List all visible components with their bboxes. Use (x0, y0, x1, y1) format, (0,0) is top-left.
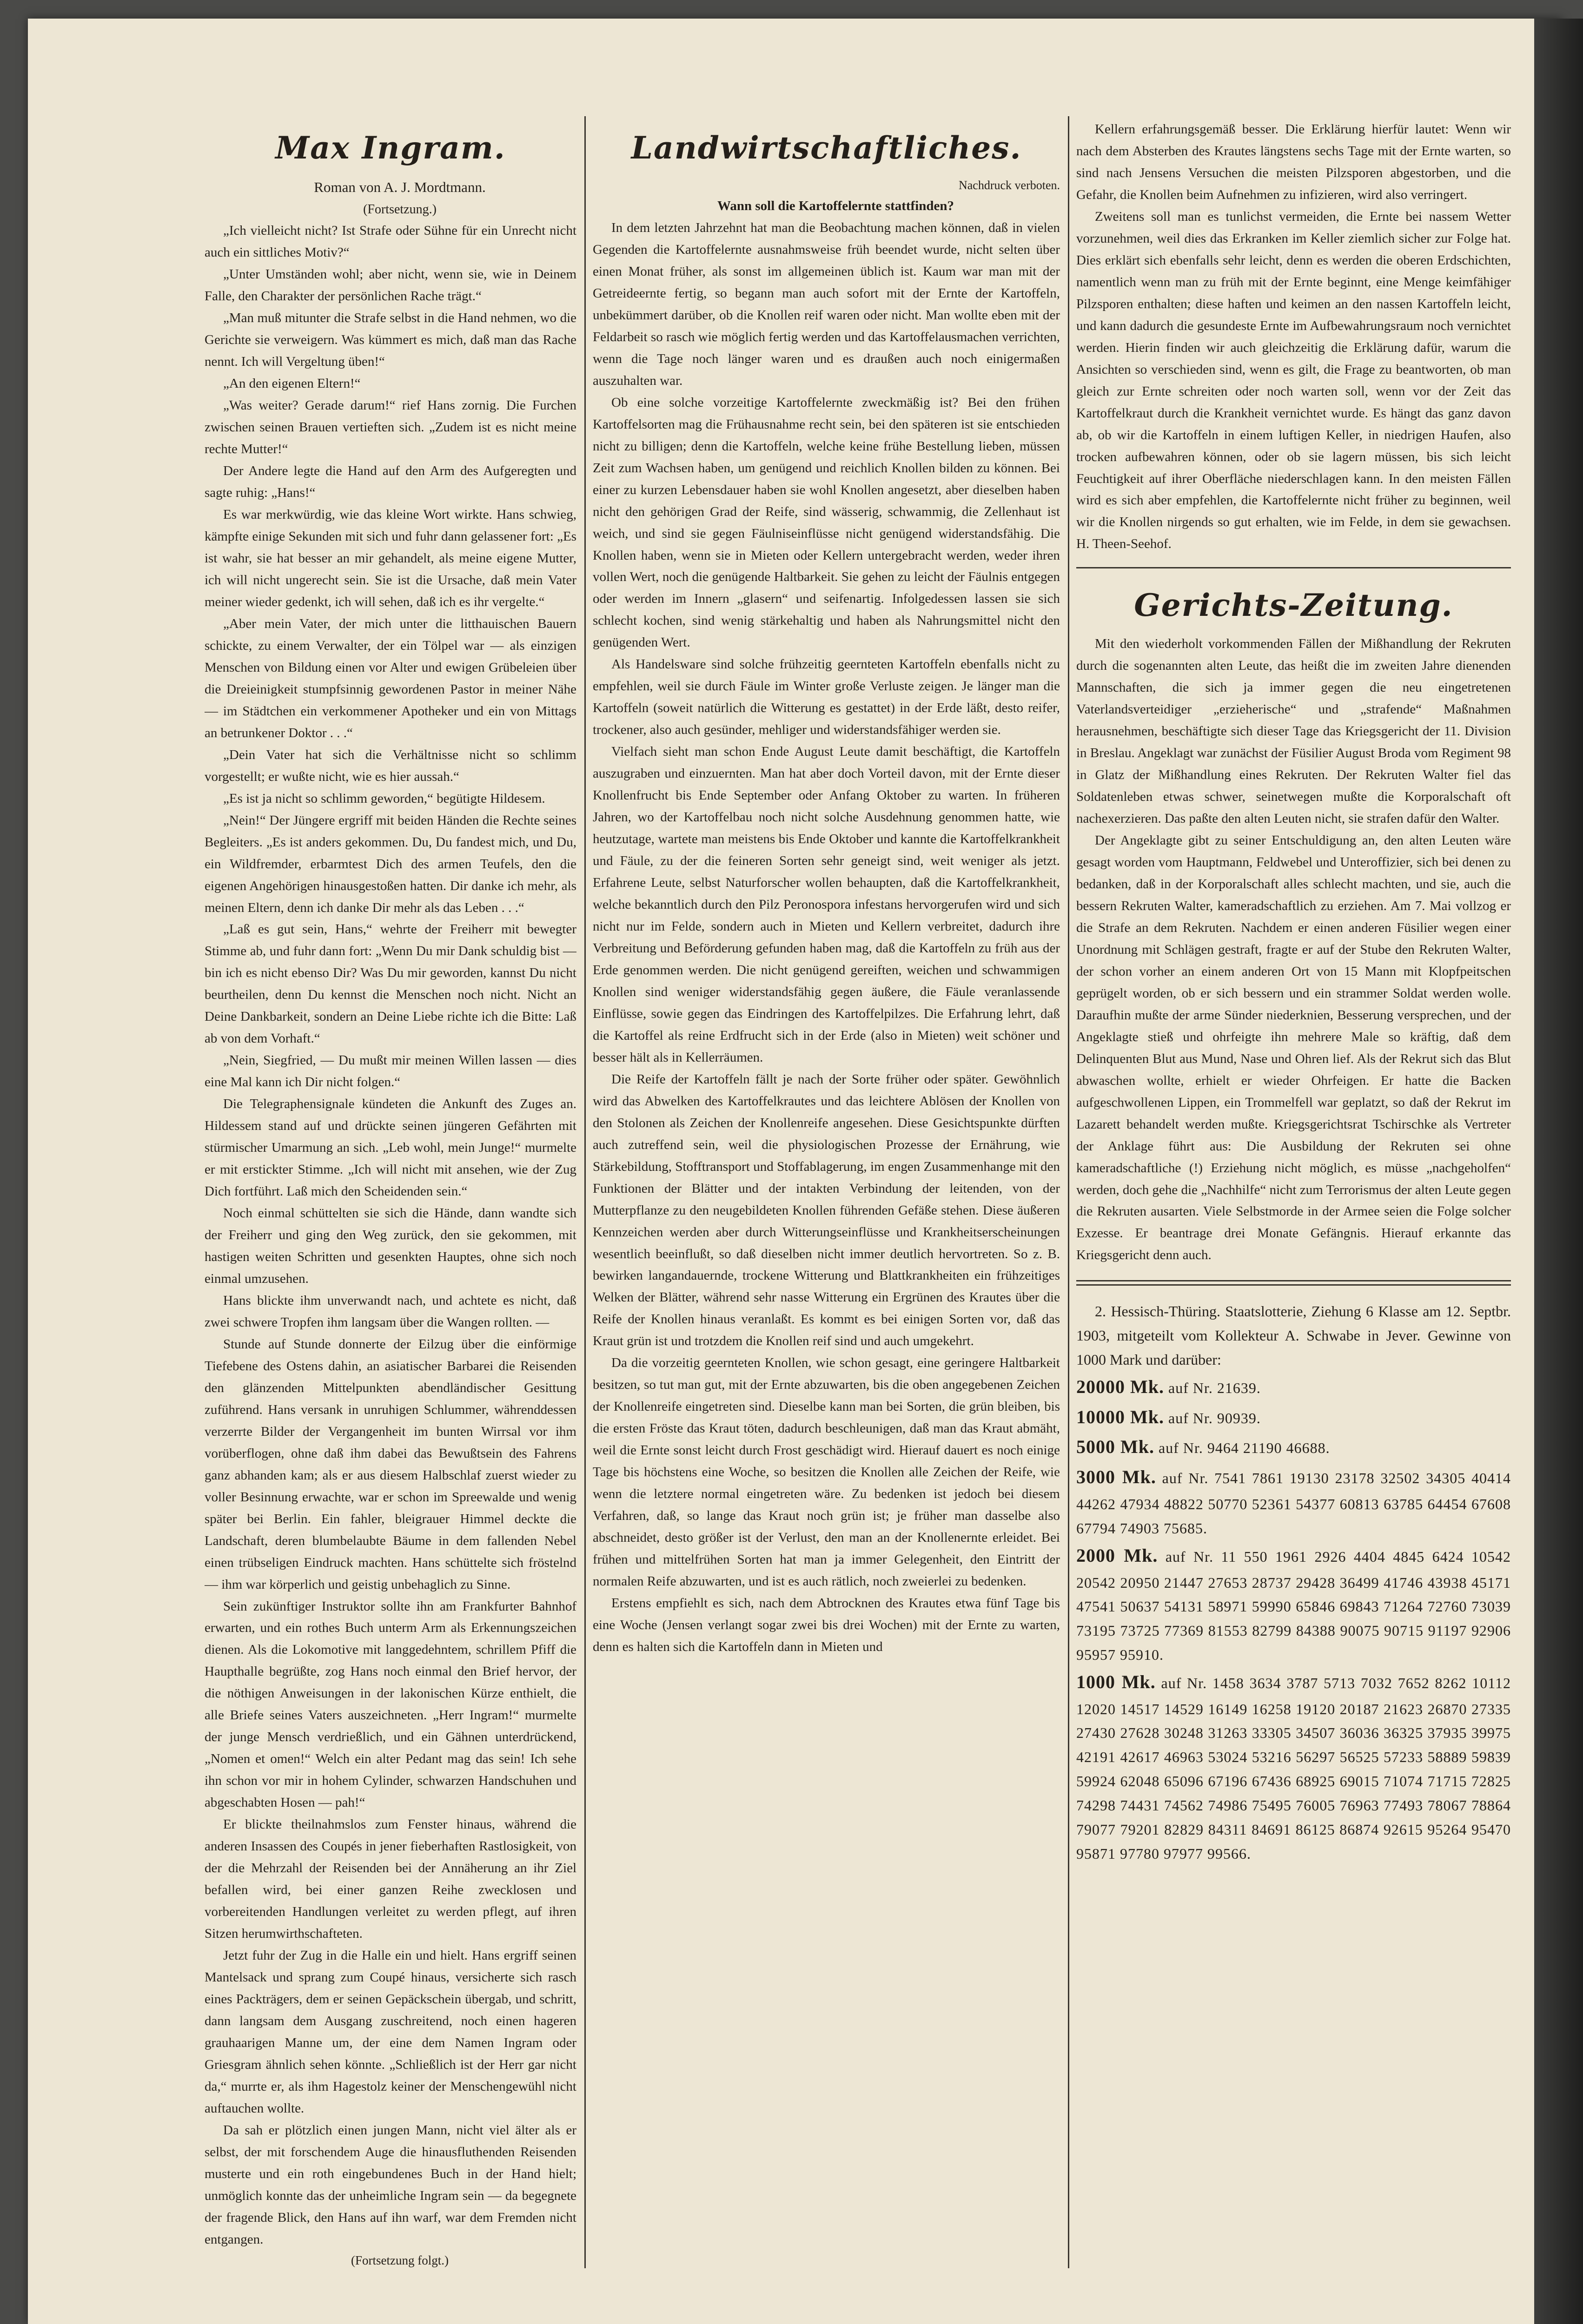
paragraph: Ob eine solche vorzeitige Kartoffelernte zweckmäßig ist? Bei den frühen Kartoffelsorten mag die Frühausnahme recht sein, bei den späteren ist sie entschieden nicht zu billigen; denn die Kartoffeln, welche keine frühe Bestellung lieben, müssen Zeit zum Wachsen haben, um genügend und reichlich Knollen bilden zu können. Bei einer zu kurzen Lebensdauer haben sie wohl Knollen angesetzt, aber dieselben haben nicht den gehörigen Grad der Reife, sind wässerig, schwammig, die Zellenhaut ist weich, und sind sie gegen Fäulniseinflüsse nicht genügend widerstandsfähig. Die Knollen haben, wenn sie in Mieten oder Kellern untergebracht werden, weder ihren vollen Wert, noch die genügende Haltbarkeit. Sie gehen zu leicht der Fäulnis entgegen oder werden im Innern „glasern“ und seifenartig. Infolgedessen lassen sie sich schlecht kochen, sind wenig stärkehaltig und haben als Nahrungsmittel nicht den genügenden Wert. (593, 395, 1060, 650)
paragraph: Die Reife der Kartoffeln fällt je nach der Sorte früher oder später. Gewöhnlich wird das Abwelken des Kartoffelkrautes und das leichtere Ablösen der Knollen von den Stolonen als Zeichen der Knollenreife angesehen. Diese Gesichtspunkte dürften auch zutreffend sein, weil die physiologischen Prozesse der Ernährung, wie Stärkebildung, Stofftransport und Stoffablagerung, im engen Zusammenhange mit den Funktionen der Blätter und der intakten Verbindung der leitenden, von der Mutterpflanze zu den neugebildeten Knollen führenden Gefäße stehen. Diese äußeren Kennzeichen werden aber durch Witterungseinflüsse und Krankheitserscheinungen wesentlich beeinflußt, so daß dieselben nicht immer deutlich hervortreten. So z. B. bewirken langandauernde, trockene Witterung und Blattkrankheiten ein frühzeitiges Welken der Blätter, während sehr nasse Witterung ein Ergrünen des Krautes über die Reife der Knollen hinaus veranlaßt. Es kommt es bei einigen Sorten vor, daß das Kraut grün ist und trotzdem die Knollen reif sind und auch umgekehrt. (593, 1071, 1060, 1349)
winning-numbers: auf Nr. 9464 21190 46688. (1159, 1439, 1330, 1457)
lottery-row (1076, 1541, 1511, 1667)
prize-amount: 3000 Mk. (1076, 1466, 1156, 1488)
paragraph: Sein zukünftiger Instruktor sollte ihn am Frankfurter Bahnhof erwarten, und ein rothes Buch unterm Arm als Erkennungszeichen dienen. Als die Lokomotive mit langgedehntem, schrillem Pfiff die Haupthalle begrüßte, zog Hans noch einmal den Brief hervor, der die nöthigen Anweisungen in der lakonischen Kürze enthielt, die alle Briefe seines Vaters auszeichneten. „Herr Ingram!“ murmelte der junge Mensch verdrießlich, und ein Gähnen unterdrückend, „Nomen et omen!“ Welch ein alter Pedant mag das sein! Ich sehe ihn schon vor mir in hohem Cylinder, schwarzen Handschuhen und abgeschabten Hosen — pah!“ (205, 1598, 576, 1810)
paragraph: „Nein, Siegfried, — Du mußt mir meinen Willen lassen — dies eine Mal kann ich Dir nicht folgen.“ (205, 1053, 576, 1090)
paragraph: Da die vorzeitig geernteten Knollen, wie schon gesagt, eine geringere Haltbarkeit besitzen, so tut man gut, mit der Ernte abzuwarten, bis die oben angegebenen Zeichen der Knollenreife eingetreten sind. Dieselbe kann man bei Sorten, die grün bleiben, bis die ersten Fröste das Kraut töten, dadurch beschleunigen, daß man das Kraut abmäht, weil die Ernte sonst leicht durch Frost geschädigt wird. Hierauf dauert es noch einige Tage bis höchstens eine Woche, so besitzen die Knollen alle Zeichen der Reife, wie wenn die letztere normal eingetreten wäre. Zu bedenken ist jedoch bei diesem Verfahren, daß, so lange das Kraut noch grün ist; je früher man dasselbe also abschneidet, desto größer ist der Verlust, den man an der Knollenernte erleidet. Bei frühen und mittelfrühen Sorten hat man ja immer Gelegenheit, den Eintritt der normalen Reife abzuwarten, und ist es auch rätlich, noch zweierlei zu bedenken. (593, 1355, 1060, 1589)
paragraph: „Es ist ja nicht so schlimm geworden,“ begütigte Hildesem. (223, 791, 545, 806)
paragraph: Es war merkwürdig, wie das kleine Wort wirkte. Hans schwieg, kämpfte einige Sekunden mit sich und fuhr dann gelassener fort: „Es ist wahr, sie hat besser an mir gehandelt, als meine eigene Mutter, ich will nicht ungerecht sein. Sie ist die Ursache, daß mein Vater meiner wieder gedenkt, ich will sehen, daß ich es ihr vergelte.“ (205, 507, 576, 609)
to-be-continued: (Fortsetzung folgt.) (351, 2253, 449, 2267)
column-rule-1 (584, 116, 586, 2268)
paragraph: Da sah er plötzlich einen jungen Mann, nicht viel älter als er selbst, der mit forschendem Auge die hinausfluthenden Reisenden musterte und ein roth eingebundenes Buch in der Hand hielt; unmöglich konnte das der unheimliche Ingram sein — da begegnete der fragende Blick, den Hans auf ihn warf, war dem Fremden nicht entgangen. (205, 2122, 576, 2247)
paragraph: Jetzt fuhr der Zug in die Halle ein und hielt. Hans ergriff seinen Mantelsack und sprang zum Coupé hinaus, versicherte sich rasch eines Packträgers, dem er seinen Gepäckschein übergab, und schritt, dann langsam dem Ausgang zuschreitend, noch einen hageren grauhaarigen Manne um, der eine dem Namen Ingram oder Griesgram ähnlich sehen könnte. „Schließlich ist der Herr gar nicht da,“ murrte er, als ihm Hagestolz keiner der Menschengewühl nicht auftauchen wollte. (205, 1948, 576, 2116)
winning-numbers: auf Nr. 1458 3634 3787 5713 7032 7652 8262 10112 12020 14517 14529 16149 16258 19120 20187 21623 26870 27335 27430 27628 30248 31263 33305 34507 36036 36325 37935 39975 42191 42617 46963 53024 53216 56297 56525 57233 58889 59839 59924 62048 65096 67196 67436 68925 69015 71074 71715 72825 74298 74431 74562 74986 75495 76005 76963 77493 78067 78864 79077 79201 82829 84311 84691 86125 86874 92615 95264 95470 95871 97780 97977 99566. (1076, 1674, 1511, 1862)
paragraph: Mit den wiederholt vorkommenden Fällen der Mißhandlung der Rekruten durch die sogenannten alten Leute, das heißt die im zweiten Jahre dienenden Mannschaften, die sich ja immer gegen die neu eingetretenen Vaterlandsverteidiger „erzieherische“ und „strafende“ Maßnahmen herausnehmen, beschäftigte sich dieser Tage das Kriegsgericht der 11. Division in Breslau. Angeklagt war zunächst der Füsilier August Broda vom Regiment 98 in Glatz der Mißhandlung eines Rekruten. Der Rekruten Walter fiel das Soldatenleben etwas schwer, seinetwegen mußte die Korporalschaft oft nachexerzieren. Das paßte den alten Leuten nicht, sie strafen dafür den Walter. (1076, 636, 1511, 826)
agriculture-continued (1076, 119, 1511, 555)
paragraph: Noch einmal schüttelten sie sich die Hände, dann wandte sich der Freiherr und ging den Weg zurück, den sie gekommen, mit hastigen weiten Schritten und gesenkten Hauptes, ohne sich noch einmal umzusehen. (205, 1206, 576, 1286)
paragraph: Zweitens soll man es tunlichst vermeiden, die Ernte bei nassem Wetter vorzunehmen, weil dies das Erkranken im Keller ziemlich sicher zur Folge hat. Dies erklärt sich ebenfalls sehr leicht, denn es werden die oberen Erdschichten, namentlich wenn man zu früh mit der Ernte beginnt, eine Menge keimfähiger Pilzsporen enthalten; diese haften und keimen an den nassen Kartoffeln leicht, und kann dadurch die gesundeste Ernte im Aufbewahrungsraum noch vernichtet werden. Hierin finden wir auch gleichzeitig die Erklärung dafür, warum die Ansichten so verschieden sind, wenn es gilt, die Frage zu beantworten, ob man gleich zur Ernte schreiten oder noch warten soll, wenn vor der Zeit das Kartoffelkraut durch die Krankheit vernichtet wurde. Es hängt das ganz davon ab, ob wir die Kartoffeln in einem luftigen Keller, in niedrigen Haufen, also trocken aufbewahren können, oder ob sie lagern müssen, bis sich leicht Feuchtigkeit auf ihrer Oberfläche niederschlagen kann. In den meisten Fällen wird es sich aber empfehlen, die Kartoffelernte nicht früher zu beginnen, weil wir die Knollen nirgends so gut erhalten, wie im Felde, in dem sie gewachsen. H. Theen-Seehof. (1076, 209, 1511, 552)
paragraph: Erstens empfiehlt es sich, nach dem Abtrocknen des Krautes etwa fünf Tage bis eine Woche (Jensen verlangt sogar zwei bis drei Wochen) mit der Ernte zu warten, denn es halten sich die Kartoffeln dann in Mieten und (593, 1596, 1060, 1654)
court-lottery-column (1076, 119, 1511, 2268)
paragraph: Der Angeklagte gibt zu seiner Entschuldigung an, den alten Leuten wäre gesagt worden vom Hauptmann, Feldwebel und Unteroffizier, sich bei denen zu bedanken, daß in der Korporalschaft alles schlecht machten, und sie, auch die bessern Rekruten Walter, kameradschaftlich zu erziehen. Am 7. Mai vollzog er die Strafe an dem Rekruten. Nachdem er einen anderen Füsilier wegen einer Unordnung mit Schlägen gestraft, fragte er auf der Stube den Rekruten Walter, der schon vorher an einem anderen Ort von 15 Mann mit Klopfpeitschen geprügelt worden, ob er sich bessern und ein strammer Soldat werden wolle. Daraufhin mußte der arme Sünder niederknien, Besserung versprechen, und der Angeklagte stieß und ohrfeigte ihn mehrere Male so kräftig, daß dem Delinquenten Blut aus Mund, Nase und Ohren lief. Als der Rekrut sich das Blut abwaschen wollte, erhielt er wieder Ohrfeigen. Er hatte die Backen aufgeschwollenen Lippen, ein Trommelfell war geplatzt, so daß der Rekrut im Lazarett behandelt werden mußte. Kriegsgerichtsrat Tschirschke als Vertreter der Anklage führt aus: Die Ausbildung der Rekruten sei ohne kameradschaftliche (!) Erziehung nicht möglich, es müsse „nachgeholfen“ werden, doch gehe die „Nachhilfe“ nicht zum Terrorismus der alten Leute gegen die Rekruten ausarten. Viele Selbstmorde in der Armee seien die Folge solcher Exzesse. Er beantrage drei Monate Gefängnis. Hierauf erkannte das Kriegsgericht denn auch. (1076, 833, 1511, 1263)
lottery-row (1076, 1667, 1511, 1866)
winning-numbers: auf Nr. 90939. (1168, 1409, 1261, 1426)
page-edge-shadow (1534, 19, 1583, 2324)
paragraph: „An den eigenen Eltern!“ (223, 376, 361, 391)
paragraph: Kellern erfahrungsgemäß besser. Die Erklärung hierfür lautet: Wenn wir nach dem Absterben des Krautes längstens sechs Tage mit der Ernte warten, so sind nach Jensens Versuchen die meisten Pilzsporen abgestorben, und die Gefahr, die Knollen beim Aufnehmen zu infizieren, wird also verringert. (1076, 122, 1511, 202)
article-question: Wann soll die Kartoffelernte stattfinden? (717, 198, 954, 214)
paragraph: „Was weiter? Gerade darum!“ rief Hans zornig. Die Furchen zwischen seinen Brauen vertieften sich. „Zudem ist es nicht meine rechte Mutter!“ (205, 398, 576, 457)
prize-amount: 2000 Mk. (1076, 1545, 1158, 1566)
paragraph: „Laß es gut sein, Hans,“ wehrte der Freiherr mit bewegter Stimme ab, und fuhr dann fort: „Wenn Du mir Dank schuldig bist — bin ich es nicht ebenso Dir? Was Du mir geworden, kannst Du nicht beurtheilen, denn Du kennst die Menschen noch nicht. Nicht an Deine Dankbarkeit, sondern an Deine Liebe richte ich die Bitte: Laß ab von dem Vorhaft.“ (205, 922, 576, 1046)
paragraph: Hans blickte ihm unverwandt nach, und achtete es nicht, daß zwei schwere Tropfen ihm langsam über die Wangen rollten. — (205, 1293, 576, 1330)
paragraph: „Unter Umständen wohl; aber nicht, wenn sie, wie in Deinem Falle, den Charakter der persönlichen Rache trägt.“ (205, 267, 576, 304)
court-report (1076, 633, 1511, 1266)
lottery-row (1076, 1402, 1511, 1433)
prize-amount: 1000 Mk. (1076, 1671, 1156, 1692)
prize-amount: 5000 Mk. (1076, 1436, 1154, 1458)
paragraph: Stunde auf Stunde donnerte der Eilzug über die einförmige Tiefebene des Ostens dahin, an asiatischer Barbarei die Reisenden den glänzenden Mittelpunkten abendländischer Gesittung zuführend. Hans versank in unruhigen Schlummer, währenddessen verzerrte Bilder der Vergangenheit im bunten Wirrsal vor ihm vorüberflogen, ohne daß ihm dabei das Bewußtsein des Fahrens ganz abhanden kam; als er aus diesem Halbschlaf zuerst wieder zu voller Besinnung erwachte, war er schon im Spreewalde und wenig später bei Berlin. Ein fahler, bleigrauer Himmel deckte die Landschaft, deren blumbelaubte Bäume in dem fallenden Nebel einen trübseligen Eindruck machten. Hans schüttelte sich fröstelnd — ihm war körperlich und geistig unbehaglich zu Sinne. (205, 1336, 576, 1592)
continuation-note: (Fortsetzung.) (363, 202, 437, 217)
prize-amount: 10000 Mk. (1076, 1406, 1164, 1427)
lottery-row (1076, 1372, 1511, 1402)
agriculture-title: Landwirtschaftliches. (631, 130, 1022, 166)
prize-amount: 20000 Mk. (1076, 1376, 1164, 1397)
lottery-results (1076, 1372, 1511, 1866)
lottery-row (1076, 1462, 1511, 1540)
lottery-intro: 2. Hessisch-Thüring. Staatslotterie, Ziehung 6 Klasse am 12. Septbr. 1903, mitgeteilt vom Kollekteur A. Schwabe in Jever. Gewinne von 1000 Mark und darüber: (1076, 1303, 1511, 1368)
paragraph: „Ich vielleicht nicht? Ist Strafe oder Sühne für ein Unrecht nicht auch ein sittliches Motiv?“ (205, 223, 576, 260)
court-title: Gerichts-Zeitung. (1134, 587, 1453, 624)
paragraph: Der Andere legte die Hand auf den Arm des Aufgeregten und sagte ruhig: „Hans!“ (205, 463, 576, 501)
novel-byline: Roman von A. J. Mordtmann. (314, 178, 486, 195)
paragraph: „Man muß mitunter die Strafe selbst in die Hand nehmen, wo die Gerichte sie verweigern. Was kümmert es mich, daß man das Rache nennt. Ich will Vergeltung üben!“ (205, 310, 576, 370)
winning-numbers: auf Nr. 21639. (1168, 1379, 1261, 1396)
paragraph: Er blickte theilnahmslos zum Fenster hinaus, während die anderen Insassen des Coupés in jener fieberhaften Rastlosigkeit, von der die Mehrzahl der Reisenden bei der Annäherung an ihr Ziel befallen wird, bei einer ganzen Reihe zwecklosen und vorbereitenden Handlungen verleitet zu werden pflegt, auf ihren Sitzen herumwirthschafteten. (205, 1817, 576, 1941)
lottery-row (1076, 1432, 1511, 1462)
winning-numbers: auf Nr. 7541 7861 19130 23178 32502 34305 40414 44262 47934 48822 50770 52361 54377 60813 63785 64454 67608 67794 74903 75685. (1076, 1470, 1511, 1537)
agriculture-text (593, 217, 1060, 1658)
novel-text (205, 220, 576, 2250)
paragraph: „Aber mein Vater, der mich unter die litthauischen Bauern schickte, zu einem Verwalter, der ein Tölpel war — als einzigen Menschen von Bildung einen vor Alter und ewigen Grübeleien über die Dreieinigkeit stumpfsinnig gewordenen Pastor in meiner Nähe — im Städtchen ein verkommener Apotheker und ein von Mittags an betrunkener Doktor . . .“ (205, 616, 576, 740)
paragraph: Vielfach sieht man schon Ende August Leute damit beschäftigt, die Kartoffeln auszugraben und einzuernten. Man hat aber doch Vorteil davon, mit der Ernte dieser Knollenfrucht bis Ende September oder Anfang Oktober zu warten. In früheren Jahren, wo der Kartoffelbau noch nicht solche Ausdehnung genommen hatte, wie heutzutage, wartete man meistens bis Ende Oktober und kannte die Kartoffelkrankheit und Fäule, zu der die feineren Sorten sehr geneigt sind, weit weniger als jetzt. Erfahrene Leute, selbst Naturforscher wollen behaupten, daß die Kartoffelkrankheit, welche bekanntlich durch den Pilz Peronospora infestans hervorgerufen wird und sich nicht nur im Felde, sondern auch in Mieten und Kellern verbreitet, dadurch ihre Verbreitung und Beförderung gefunden haben mag, daß die Kartoffeln zu früh aus der Erde genommen werden. Die nicht genügend gereiften, weichen und schwammigen Knollen sind weniger widerstandsfähig gegen äußere, die Fäule veranlassende Einflüsse, sowie gegen das Eindringen des Kartoffelpilzes. Die Erfahrung lehrt, daß die Kartoffel als reine Erdfrucht sich in der Erde (also in Mieten) weit schöner und besser hält als in Kellerräumen. (593, 744, 1060, 1065)
paragraph: In dem letzten Jahrzehnt hat man die Beobachtung machen können, daß in vielen Gegenden die Kartoffelernte ausnahmsweise früh beendet wurde, nicht selten über einen Monat früher, als sonst im allgemeinen üblich ist. Kaum war man mit der Getreideernte fertig, so begann man auch sofort mit der Ernte der Kartoffeln, unbekümmert darüber, ob die Knollen reif waren oder nicht. Man wollte eben mit der Feldarbeit so rasch wie möglich fertig werden und das Kartoffelausmachen verrichten, wenn die Tage noch länger waren und es draußen auch noch einigermaßen auszuhalten war. (593, 220, 1060, 388)
double-divider (1076, 1280, 1511, 1286)
winning-numbers: auf Nr. 11 550 1961 2926 4404 4845 6424 10542 20542 20950 21447 27653 28737 29428 36499 41746 43938 45171 47541 50637 54131 58971 59990 65846 69843 71264 72760 73039 73195 73725 77369 81553 82799 84388 90075 90715 91197 92906 95957 95910. (1076, 1548, 1511, 1663)
novel-title: Max Ingram. (275, 130, 506, 166)
column-rule-2 (1068, 116, 1069, 2268)
paragraph: „Dein Vater hat sich die Verhältnisse nicht so schlimm vorgestellt; er wußte nicht, wie es hier aussah.“ (205, 747, 576, 784)
section-divider (1076, 567, 1511, 568)
paragraph: Die Telegraphensignale kündeten die Ankunft des Zuges an. Hildessem stand auf und drückte seinen jüngeren Gefährten mit stürmischer Umarmung an sich. „Leb wohl, mein Junge!“ murmelte er mit erstickter Stimme. „Ich will nicht mit ansehen, wie der Zug Dich fortführt. Laß mich den Scheidenden sein.“ (205, 1096, 576, 1199)
agriculture-column (593, 119, 1060, 2268)
paragraph: „Nein!“ Der Jüngere ergriff mit beiden Händen die Rechte seines Begleiters. „Es ist anders gekommen. Du, Du fandest mich, und Du, ein Wildfremder, erbarmtest Dich des armen Teufels, den die eigenen Angehörigen hinausgestoßen hatten. Dir danke ich mehr, als meinen Eltern, denn ich danke Dir mehr als das Leben . . .“ (205, 812, 576, 915)
novel-column (205, 119, 576, 2268)
reprint-note: Nachdruck verboten. (958, 178, 1060, 192)
paragraph: Als Handelsware sind solche frühzeitig geernteten Kartoffeln ebenfalls nicht zu empfehlen, weil sie durch Fäule im Winter große Verluste zeigen. Je länger man die Kartoffeln (soweit natürlich die Witterung es gestattet) in der Erde läßt, desto reifer, trockener, also auch gesünder, mehliger und widerstandsfähiger werden sie. (593, 657, 1060, 738)
